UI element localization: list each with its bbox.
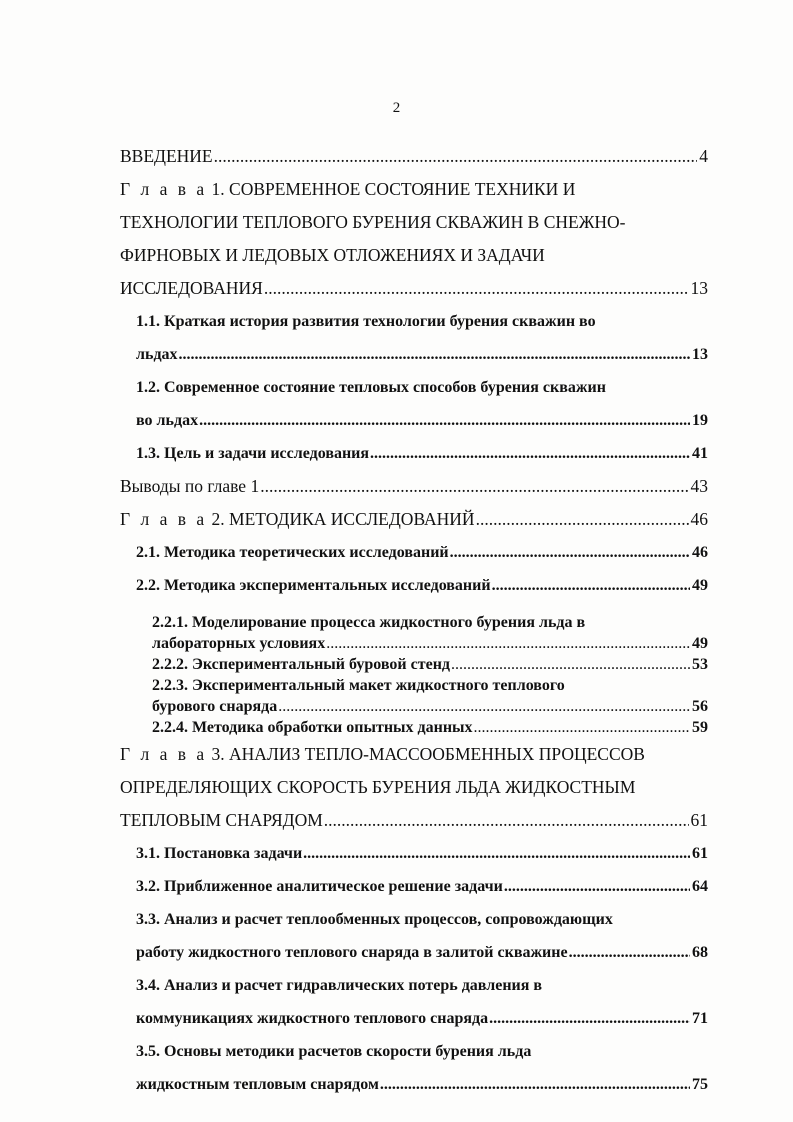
toc-entry-title: 3.1. Постановка задачи <box>136 845 303 862</box>
dot-leader <box>489 1002 690 1035</box>
toc-entry-subsection-2-2-1[interactable] <box>152 612 708 654</box>
toc-entry-section-1-2[interactable] <box>136 371 708 437</box>
dot-leader <box>474 717 690 738</box>
toc-entry-title-line: ОПРЕДЕЛЯЮЩИХ СКОРОСТЬ БУРЕНИЯ ЛЬДА ЖИДКОСТНЫМ <box>120 777 636 797</box>
dot-leader <box>179 338 690 371</box>
table-of-contents <box>120 140 708 1101</box>
toc-page-number: 61 <box>690 810 708 830</box>
toc-page-number: 49 <box>692 577 708 594</box>
toc-entry-section-3-4[interactable] <box>136 969 708 1035</box>
toc-entry-title-line: ИССЛЕДОВАНИЯ <box>120 278 263 298</box>
toc-entry-section-3-1[interactable] <box>136 837 708 870</box>
toc-page-number: 46 <box>692 544 708 561</box>
toc-page-number: 71 <box>692 1010 708 1027</box>
toc-entry-title: 1.3. Цель и задачи исследования <box>136 445 370 462</box>
toc-entry-title-line: коммуникациях жидкостного теплового снаряда <box>136 1010 489 1027</box>
toc-page-number: 46 <box>690 509 708 529</box>
dot-leader <box>326 633 690 654</box>
dot-leader <box>260 470 688 503</box>
toc-entry-section-2-2[interactable] <box>136 569 708 602</box>
toc-entry-title: Г л а в а 2. МЕТОДИКА ИССЛЕДОВАНИЙ <box>120 509 475 529</box>
toc-entry-title: 2.2.2. Экспериментальный буровой стенд <box>152 656 451 673</box>
toc-entry-subsection-2-2-3[interactable] <box>152 675 708 717</box>
toc-entry-title-line: 1.2. Современное состояние тепловых способов бурения скважин <box>136 379 606 396</box>
toc-page-number: 43 <box>690 476 708 496</box>
dot-leader <box>492 569 690 602</box>
toc-entry-title-line: ТЕХНОЛОГИИ ТЕПЛОВОГО БУРЕНИЯ СКВАЖИН В СНЕЖНО- <box>120 212 626 232</box>
toc-page-number: 68 <box>692 944 708 961</box>
dot-leader <box>380 1068 690 1101</box>
page-number: 2 <box>392 100 401 116</box>
toc-page-number: 59 <box>692 719 708 736</box>
toc-entry-title-line: Г л а в а 1. СОВРЕМЕННОЕ СОСТОЯНИЕ ТЕХНИКИ И <box>120 179 576 199</box>
dot-leader <box>264 272 689 305</box>
dot-leader <box>324 804 689 837</box>
toc-entry-title-line: 1.1. Краткая история развития технологии бурения скважин во <box>136 313 596 330</box>
toc-entry-section-3-2[interactable] <box>136 870 708 903</box>
toc-page-number: 64 <box>692 878 708 895</box>
toc-entry-section-3-5[interactable] <box>136 1035 708 1101</box>
toc-entry-title: 2.1. Методика теоретических исследований <box>136 544 449 561</box>
toc-entry-title-line: 3.5. Основы методики расчетов скорости бурения льда <box>136 1043 532 1060</box>
toc-entry-chapter-3[interactable] <box>120 738 708 837</box>
toc-entry-title-line: льдах <box>136 346 178 363</box>
toc-entry-title-line: ФИРНОВЫХ И ЛЕДОВЫХ ОТЛОЖЕНИЯХ И ЗАДАЧИ <box>120 245 545 265</box>
toc-entry-subsection-2-2-2[interactable] <box>152 654 708 675</box>
toc-page-number: 56 <box>692 698 708 715</box>
toc-entry-title-line: ТЕПЛОВЫМ СНАРЯДОМ <box>120 810 323 830</box>
toc-page-number: 61 <box>692 845 708 862</box>
dot-leader <box>278 696 690 717</box>
toc-entry-conclusions-1[interactable] <box>120 470 708 503</box>
toc-entry-title-line: бурового снаряда <box>152 698 278 715</box>
chapter-word: Г л а в а <box>120 179 208 199</box>
toc-entry-section-2-1[interactable] <box>136 536 708 569</box>
toc-entry-title: 3.2. Приближенное аналитическое решение задачи <box>136 878 503 895</box>
toc-entry-title: Выводы по главе 1 <box>120 476 260 496</box>
toc-entry-title-line: 3.4. Анализ и расчет гидравлических потерь давления в <box>136 977 543 994</box>
chapter-word: Г л а в а <box>120 509 208 529</box>
toc-entry-intro[interactable] <box>120 140 708 173</box>
chapter-word: Г л а в а <box>120 744 208 764</box>
toc-entry-title-line: работу жидкостного теплового снаряда в залитой скважине <box>136 944 568 961</box>
toc-page-number: 13 <box>690 278 708 298</box>
toc-entry-section-1-1[interactable] <box>136 305 708 371</box>
toc-entry-title-line: 3.3. Анализ и расчет теплообменных процессов, сопровождающих <box>136 911 613 928</box>
toc-entry-title-line: Г л а в а 3. АНАЛИЗ ТЕПЛО-МАССООБМЕННЫХ ПРОЦЕССОВ <box>120 744 645 764</box>
toc-entry-title-line: лабораторных условиях <box>152 635 326 652</box>
toc-entry-section-3-3[interactable] <box>136 903 708 969</box>
dot-leader <box>450 536 690 569</box>
dot-leader <box>569 936 690 969</box>
dot-leader <box>303 837 690 870</box>
toc-page-number: 19 <box>692 412 708 429</box>
toc-entry-title-line: во льдах <box>136 412 199 429</box>
toc-entry-title: ВВЕДЕНИЕ <box>120 146 213 166</box>
toc-page-number: 75 <box>692 1076 708 1093</box>
toc-entry-chapter-2[interactable] <box>120 503 708 536</box>
dot-leader <box>451 654 690 675</box>
toc-entry-chapter-1[interactable] <box>120 173 708 305</box>
dot-leader <box>504 870 690 903</box>
toc-entry-title: 2.2. Методика экспериментальных исследований <box>136 577 491 594</box>
dot-leader <box>476 503 689 536</box>
dot-leader <box>199 404 690 437</box>
toc-entry-title-line: 2.2.1. Моделирование процесса жидкостного бурения льда в <box>152 614 586 631</box>
toc-page-number: 13 <box>692 346 708 363</box>
toc-page-number: 53 <box>692 656 708 673</box>
dot-leader <box>214 140 698 173</box>
toc-page-number: 49 <box>692 635 708 652</box>
toc-page-number: 41 <box>692 445 708 462</box>
toc-entry-title-line: жидкостным тепловым снарядом <box>136 1076 379 1093</box>
dot-leader <box>370 437 690 470</box>
toc-entry-subsection-2-2-4[interactable] <box>152 717 708 738</box>
toc-entry-section-1-3[interactable] <box>136 437 708 470</box>
toc-entry-title: 2.2.4. Методика обработки опытных данных <box>152 719 473 736</box>
toc-page-number: 4 <box>699 146 708 166</box>
toc-entry-title-line: 2.2.3. Экспериментальный макет жидкостного теплового <box>152 677 565 694</box>
